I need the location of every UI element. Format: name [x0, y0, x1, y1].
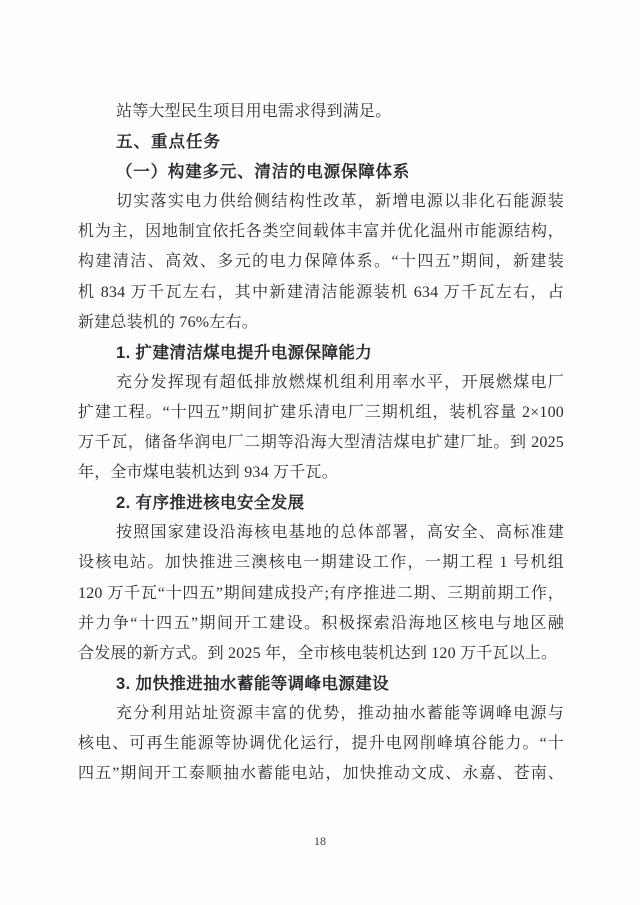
paragraph-line: 合发展的新方式。到 2025 年，全市核电装机达到 120 万千瓦以上。	[78, 644, 558, 662]
intro-line: 站等大型民生项目用电需求得到满足。	[116, 103, 392, 120]
paragraph-line: 充分发挥现有超低排放燃煤机组利用率水平，开展燃煤电厂	[116, 373, 564, 391]
paragraph-line: 按照国家建设沿海核电基地的总体部署，高安全、高标准建	[116, 524, 564, 542]
paragraph-line: 四五”期间开工泰顺抽水蓄能电站，加快推动文成、永嘉、苍南、	[78, 765, 564, 783]
document-body	[78, 97, 564, 789]
subsection-heading: （一）构建多元、清洁的电源保障体系	[116, 162, 411, 182]
task3-heading: 3. 加快推进抽水蓄能等调峰电源建设	[116, 674, 390, 693]
paragraph-line: 新建总装机的 76%左右。	[78, 313, 258, 331]
paragraph-line: 并力争“十四五”期间开工建设。积极探索沿海地区核电与地区融	[78, 614, 564, 632]
paragraph-line: 万千瓦，储备华润电厂二期等沿海大型清洁煤电扩建厂址。到 2025	[78, 434, 564, 452]
paragraph-line: 年，全市煤电装机达到 934 万千瓦。	[78, 464, 338, 482]
paragraph-line: 扩建工程。“十四五”期间扩建乐清电厂三期机组，装机容量 2×100	[78, 403, 564, 421]
paragraph-line: 设核电站。加快推进三澳核电一期建设工作，一期工程 1 号机组	[78, 554, 564, 572]
paragraph-line: 机 834 万千瓦左右，其中新建清洁能源装机 634 万千瓦左右，占	[78, 283, 564, 301]
paragraph-line: 充分利用站址资源丰富的优势，推动抽水蓄能等调峰电源与	[116, 704, 564, 722]
paragraph-line: 切实落实电力供给侧结构性改革，新增电源以非化石能源装	[116, 193, 564, 211]
section-heading: 五、重点任务	[116, 133, 221, 152]
paragraph-line: 构建清洁、高效、多元的电力保障体系。“十四五”期间，新建装	[78, 253, 564, 271]
paragraph-line: 120 万千瓦“十四五”期间建成投产;有序推进二期、三期前期工作，	[78, 584, 564, 602]
paragraph-line: 核电、可再生能源等协调优化运行，提升电网削峰填谷能力。“十	[78, 734, 564, 752]
task2-heading: 2. 有序推进核电安全发展	[116, 494, 305, 513]
task1-heading: 1. 扩建清洁煤电提升电源保障能力	[116, 343, 373, 362]
paragraph-line: 机为主，因地制宜依托各类空间载体丰富并优化温州市能源结构，	[78, 223, 564, 241]
page-number: 18	[314, 834, 326, 848]
